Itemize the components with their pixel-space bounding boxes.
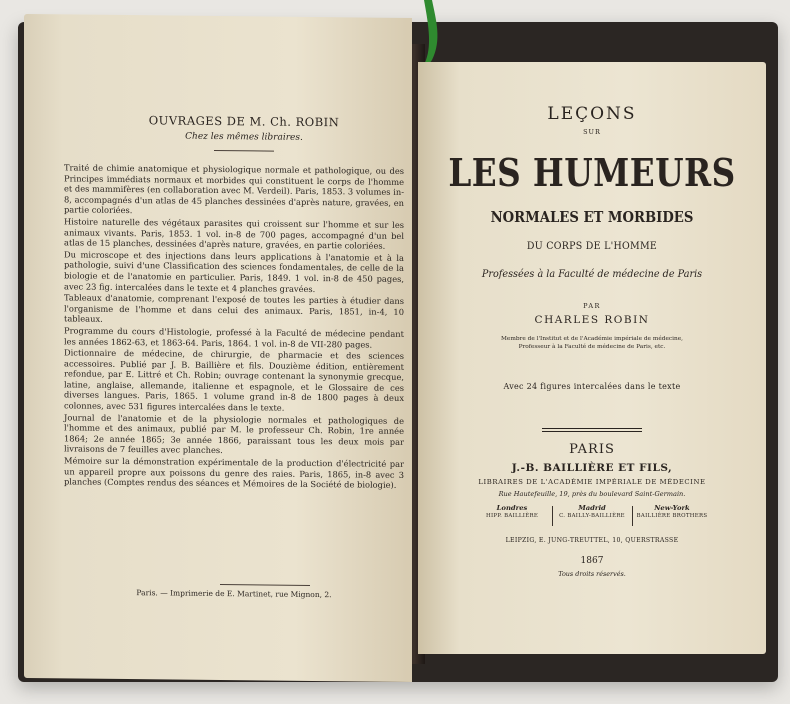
rights-notice: Tous droits réservés.	[558, 570, 626, 578]
title-page	[418, 62, 766, 654]
divider	[220, 584, 310, 586]
works-list	[64, 162, 404, 491]
branch-city: Londres	[496, 504, 528, 512]
branch-london	[472, 504, 552, 519]
figures-note: Avec 24 figures intercalées dans le texte	[503, 382, 681, 391]
works-list-title: OUVRAGES DE M. Ch. ROBIN	[148, 113, 340, 130]
branch-city: New-York	[654, 504, 690, 512]
publication-year: 1867	[580, 556, 604, 566]
left-page	[24, 14, 412, 682]
list-item: Histoire naturelle des végétaux parasites qui croissent sur l'homme et sur les animaux vivants. Paris, 1853. 1 vol. in-8 de 700 pages, accompagné d'un bel atlas de 15 planches, dessinées d'après nature, gravées, en partie coloriées.	[64, 216, 404, 251]
publisher-name: J.-B. BAILLIÈRE ET FILS,	[511, 462, 673, 474]
publisher-title: LIBRAIRES DE L'ACADÉMIE IMPÉRIALE DE MÉDECINE	[478, 478, 706, 486]
printer-imprint: Paris. — Imprimerie de E. Martinet, rue Mignon, 2.	[136, 588, 332, 600]
author-name: CHARLES ROBIN	[534, 314, 650, 326]
list-item: Du microscope et des injections dans leurs applications à l'anatomie et à la pathologie, suivi d'une Classification des sciences fondamentales, de celle de la biologie et de l'anatomie en particulier. Paris, 1849. 1 vol. in-8 de 450 pages, avec 23 fig. intercalées dans le texte et 4 planches gravées.	[64, 249, 404, 294]
branch-house: C. BAILLY-BAILLIÈRE	[559, 513, 625, 519]
main-title: LES HUMEURS	[448, 150, 736, 195]
subtitle-corps: DU CORPS DE L'HOMME	[526, 240, 658, 252]
divider	[542, 431, 642, 432]
publisher-branches	[472, 504, 712, 532]
list-item: Mémoire sur la démonstration expérimentale de la production d'électricité par un appareil propre aux poissons du genre des raies. Paris, 1865, in-8 avec 3 planches (Comptes rendus des séances et Mémoires de la Société de biologie).	[64, 455, 404, 491]
divider	[214, 150, 274, 152]
list-item: Traité de chimie anatomique et physiologique normale et pathologique, ou des Principes immédiats normaux et morbides qui constituent le corps de l'homme et des mammifères (en collaboration avec M. Verdeil). Paris, 1853. 3 volumes in-8, accompagnés d'un atlas de 45 planches dessinées d'après nature, gravées, en partie coloriées.	[64, 162, 404, 216]
author-credentials: Membre de l'Institut et de l'Académie impériale de médecine,	[500, 336, 684, 342]
author-credentials: Professeur à la Faculté de médecine de Paris, etc.	[518, 344, 666, 350]
divider	[542, 428, 642, 429]
list-item: Programme du cours d'Histologie, professé à la Faculté de médecine pendant les années 1862-63, et 1863-64. Paris, 1864. 1 vol. in-8 de VII-280 pages.	[64, 325, 404, 350]
works-list-subtitle: Chez les mêmes libraires.	[185, 131, 303, 143]
subtitle: NORMALES ET MORBIDES	[490, 208, 694, 226]
list-item: Journal de l'anatomie et de la physiologie normales et pathologiques de l'homme et des animaux, publié par M. le professeur Ch. Robin, 1re année 1864; 2e année 1865; 3e année 1866, paraissant tous les deux mois par livraisons de 7 feuilles avec planches.	[64, 412, 404, 456]
title-sur: SUR	[583, 128, 601, 136]
leipzig-line: LEIPZIG, E. JUNG-TREUTTEL, 10, QUERSTRASSE	[505, 537, 679, 544]
branch-house: BAILLIÈRE BROTHERS	[636, 513, 708, 519]
branch-city: Madrid	[578, 504, 606, 512]
branch-madrid	[552, 504, 632, 519]
par-label: PAR	[583, 302, 601, 310]
title-lecons: LEÇONS	[547, 104, 637, 124]
branch-new-york	[632, 504, 712, 519]
publisher-address: Rue Hautefeuille, 19, près du boulevard Saint-Germain.	[498, 490, 686, 498]
list-item: Tableaux d'anatomie, comprenant l'exposé de toutes les parties à étudier dans l'organisme de l'homme et dans celui des animaux. Paris, 1851, in-4, 10 tableaux.	[64, 292, 404, 325]
list-item: Dictionnaire de médecine, de chirurgie, de pharmacie et des sciences accessoires. Publié par J. B. Baillière et fils. Douzième édition, entièrement refondue, par E. Littré et Ch. Robin; ouvrage contenant la synonymie grecque, latine, anglaise, allemande, italienne et espagnole, et le Glossaire de ces diverses langues. Paris, 1865. 1 volume grand in-8 de 1800 pages à deux colonnes, avec 531 figures intercalées dans le texte.	[64, 347, 404, 413]
branch-house: HIPP. BAILLIÈRE	[485, 513, 539, 519]
publication-city: PARIS	[569, 442, 615, 457]
professees-line: Professées à la Faculté de médecine de Paris	[481, 268, 703, 280]
